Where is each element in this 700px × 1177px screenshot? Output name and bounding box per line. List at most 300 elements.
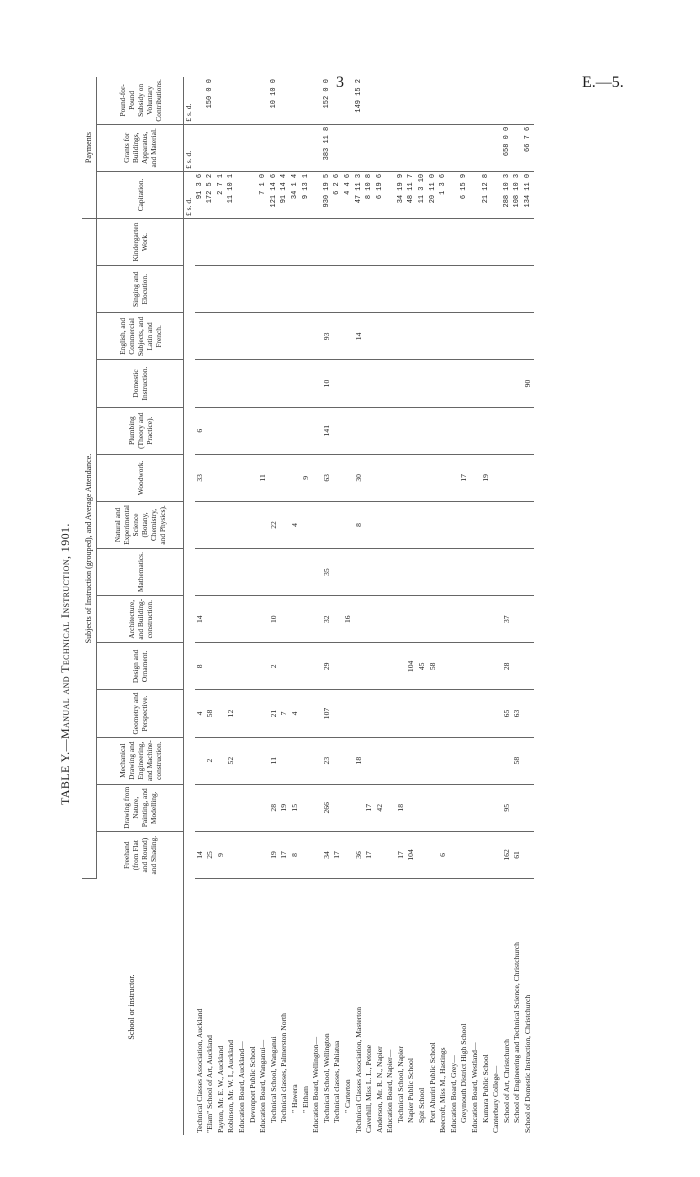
attendance-cell bbox=[301, 266, 312, 313]
attendance-cell bbox=[470, 596, 481, 643]
school-name: Anderson, Mr. R. N., Napier bbox=[374, 1046, 384, 1133]
attendance-cell bbox=[301, 313, 312, 360]
subsidy-cell: 152 0 0 bbox=[322, 77, 333, 124]
attendance-cell bbox=[438, 219, 449, 266]
capitation-cell: 91 3 6 bbox=[195, 171, 206, 218]
school-name: Education Board, Grey— bbox=[448, 1055, 458, 1133]
attendance-cell bbox=[311, 784, 322, 831]
capitation-cell bbox=[311, 171, 322, 218]
attendance-cell bbox=[364, 454, 375, 501]
grant-cell bbox=[301, 124, 312, 171]
attendance-cell: 58 bbox=[512, 737, 523, 784]
table-row bbox=[226, 77, 237, 1135]
attendance-cell bbox=[417, 596, 428, 643]
capitation-cell: 121 14 6 bbox=[269, 171, 280, 218]
attendance-cell bbox=[417, 360, 428, 407]
attendance-cell bbox=[195, 360, 206, 407]
attendance-cell bbox=[216, 690, 227, 737]
attendance-cell bbox=[396, 549, 407, 596]
school-name: " Carterton bbox=[342, 1079, 352, 1113]
school-name: Kumara Public School bbox=[480, 1054, 490, 1123]
attendance-cell bbox=[375, 266, 386, 313]
attendance-cell bbox=[396, 266, 407, 313]
subsidy-cell bbox=[311, 77, 322, 124]
subsidy-cell bbox=[364, 77, 375, 124]
attendance-cell bbox=[279, 454, 290, 501]
grant-cell bbox=[237, 124, 248, 171]
attendance-cell bbox=[470, 643, 481, 690]
attendance-cell bbox=[354, 784, 365, 831]
table-row bbox=[375, 77, 386, 1135]
grant-cell bbox=[290, 124, 301, 171]
attendance-cell bbox=[205, 407, 216, 454]
attendance-cell bbox=[417, 454, 428, 501]
attendance-cell: 58 bbox=[205, 690, 216, 737]
attendance-cell bbox=[205, 266, 216, 313]
attendance-cell bbox=[491, 360, 502, 407]
capitation-cell bbox=[449, 171, 460, 218]
attendance-cell bbox=[438, 549, 449, 596]
attendance-cell bbox=[311, 831, 322, 878]
attendance-cell bbox=[385, 549, 396, 596]
attendance-cell bbox=[237, 454, 248, 501]
attendance-cell bbox=[512, 407, 523, 454]
subsidy-cell bbox=[226, 77, 237, 124]
attendance-cell bbox=[459, 219, 470, 266]
school-name: " Eltham bbox=[300, 1086, 310, 1113]
table-row bbox=[332, 77, 343, 1135]
attendance-cell: 28 bbox=[502, 643, 513, 690]
attendance-cell bbox=[332, 596, 343, 643]
attendance-cell bbox=[459, 501, 470, 548]
attendance-cell bbox=[406, 784, 417, 831]
attendance-cell bbox=[279, 360, 290, 407]
attendance-cell bbox=[417, 501, 428, 548]
attendance-cell bbox=[311, 360, 322, 407]
attendance-cell: 266 bbox=[322, 784, 333, 831]
attendance-cell bbox=[343, 266, 354, 313]
table-row bbox=[216, 77, 227, 1135]
attendance-cell bbox=[502, 360, 513, 407]
attendance-cell: 63 bbox=[322, 454, 333, 501]
subsidy-cell bbox=[406, 77, 417, 124]
attendance-cell: 61 bbox=[512, 831, 523, 878]
attendance-cell: 104 bbox=[406, 643, 417, 690]
school-header: School or instructor. bbox=[82, 879, 184, 1136]
attendance-cell bbox=[279, 549, 290, 596]
capitation-cell bbox=[491, 171, 502, 218]
school-name: Beecroft, Miss M., Hastings bbox=[438, 1047, 448, 1133]
school-name: School of Engineering and Technical Science, Christchurch bbox=[512, 942, 522, 1123]
school-name: Payton, Mr. E. W., Auckland bbox=[215, 1045, 225, 1133]
grant-cell bbox=[385, 124, 396, 171]
school-name: Education Board, Wanganui— bbox=[258, 1039, 268, 1133]
attendance-cell bbox=[470, 313, 481, 360]
subsidy-cell bbox=[417, 77, 428, 124]
rotated-table-container bbox=[58, 75, 638, 1135]
subject-col-header: Freehand (from Flat and Round) and Shading. bbox=[97, 831, 184, 878]
attendance-cell bbox=[470, 737, 481, 784]
table-row bbox=[195, 77, 206, 1135]
attendance-cell: 65 bbox=[502, 690, 513, 737]
attendance-cell bbox=[311, 407, 322, 454]
attendance-cell: 52 bbox=[226, 737, 237, 784]
subject-col-header: Woodwork. bbox=[97, 454, 184, 501]
attendance-cell bbox=[459, 266, 470, 313]
attendance-cell bbox=[332, 219, 343, 266]
table-row bbox=[248, 77, 259, 1135]
attendance-cell bbox=[226, 596, 237, 643]
attendance-cell bbox=[248, 549, 259, 596]
instruction-table bbox=[82, 77, 534, 1135]
attendance-cell bbox=[502, 313, 513, 360]
grant-cell bbox=[459, 124, 470, 171]
attendance-cell bbox=[311, 643, 322, 690]
school-name: Technical School, Wellington bbox=[321, 1033, 331, 1123]
attendance-cell bbox=[301, 360, 312, 407]
attendance-cell bbox=[470, 784, 481, 831]
attendance-cell: 93 bbox=[322, 313, 333, 360]
attendance-cell bbox=[237, 596, 248, 643]
attendance-cell bbox=[459, 549, 470, 596]
attendance-cell bbox=[216, 501, 227, 548]
attendance-cell bbox=[216, 643, 227, 690]
attendance-cell: 29 bbox=[322, 643, 333, 690]
subsidy-cell bbox=[301, 77, 312, 124]
attendance-cell bbox=[375, 454, 386, 501]
attendance-cell bbox=[237, 219, 248, 266]
attendance-cell: 17 bbox=[396, 831, 407, 878]
attendance-cell bbox=[269, 407, 280, 454]
attendance-cell bbox=[248, 407, 259, 454]
subsidy-cell bbox=[290, 77, 301, 124]
grant-cell bbox=[470, 124, 481, 171]
attendance-cell bbox=[226, 643, 237, 690]
attendance-cell: 2 bbox=[205, 737, 216, 784]
attendance-cell bbox=[248, 831, 259, 878]
attendance-cell bbox=[258, 501, 269, 548]
capitation-cell: 91 14 4 bbox=[279, 171, 290, 218]
subsidy-cell bbox=[332, 77, 343, 124]
attendance-cell bbox=[406, 501, 417, 548]
money-units: £ s. d. bbox=[184, 171, 195, 218]
subsidy-cell bbox=[438, 77, 449, 124]
attendance-cell bbox=[396, 219, 407, 266]
table-row bbox=[449, 77, 460, 1135]
table-row bbox=[438, 77, 449, 1135]
attendance-cell: 107 bbox=[322, 690, 333, 737]
attendance-cell bbox=[396, 737, 407, 784]
attendance-cell bbox=[269, 360, 280, 407]
capitation-cell: 34 19 9 bbox=[396, 171, 407, 218]
attendance-cell: 18 bbox=[354, 737, 365, 784]
attendance-cell bbox=[311, 313, 322, 360]
attendance-cell bbox=[428, 690, 439, 737]
attendance-cell: 4 bbox=[290, 501, 301, 548]
attendance-cell bbox=[459, 831, 470, 878]
attendance-cell bbox=[491, 549, 502, 596]
attendance-cell bbox=[481, 831, 492, 878]
attendance-cell bbox=[237, 784, 248, 831]
attendance-cell bbox=[205, 501, 216, 548]
attendance-cell: 17 bbox=[364, 784, 375, 831]
subject-col-header: Domestic Instruction. bbox=[97, 360, 184, 407]
attendance-cell bbox=[481, 313, 492, 360]
attendance-cell: 37 bbox=[502, 596, 513, 643]
attendance-cell: 10 bbox=[322, 360, 333, 407]
attendance-cell bbox=[449, 219, 460, 266]
subsidy-cell bbox=[428, 77, 439, 124]
attendance-cell: 8 bbox=[354, 501, 365, 548]
grant-cell bbox=[491, 124, 502, 171]
attendance-cell bbox=[301, 643, 312, 690]
school-name: Technical classes, Pahiatua bbox=[332, 1040, 342, 1123]
table-row bbox=[385, 77, 396, 1135]
attendance-cell: 21 bbox=[269, 690, 280, 737]
capitation-cell: 48 11 7 bbox=[406, 171, 417, 218]
attendance-cell: 63 bbox=[512, 690, 523, 737]
attendance-cell: 4 bbox=[195, 690, 206, 737]
attendance-cell bbox=[343, 690, 354, 737]
grant-cell bbox=[343, 124, 354, 171]
attendance-cell bbox=[438, 501, 449, 548]
attendance-cell bbox=[375, 596, 386, 643]
capitation-cell bbox=[248, 171, 259, 218]
attendance-cell bbox=[396, 596, 407, 643]
attendance-cell: 34 bbox=[322, 831, 333, 878]
attendance-cell bbox=[417, 219, 428, 266]
attendance-cell: 8 bbox=[195, 643, 206, 690]
school-name: "Elam" School of Art, Auckland bbox=[205, 1035, 215, 1133]
attendance-cell bbox=[406, 219, 417, 266]
school-name: Technical classes, Palmerston North bbox=[279, 1013, 289, 1123]
attendance-cell: 58 bbox=[428, 643, 439, 690]
attendance-cell bbox=[428, 549, 439, 596]
attendance-cell bbox=[226, 831, 237, 878]
attendance-cell bbox=[470, 360, 481, 407]
attendance-cell bbox=[269, 549, 280, 596]
attendance-cell bbox=[248, 737, 259, 784]
table-row bbox=[470, 77, 481, 1135]
school-name: Canterbury College— bbox=[491, 1065, 501, 1133]
attendance-cell bbox=[290, 454, 301, 501]
attendance-cell bbox=[449, 501, 460, 548]
attendance-cell bbox=[523, 266, 534, 313]
attendance-cell bbox=[428, 737, 439, 784]
attendance-cell bbox=[364, 266, 375, 313]
attendance-cell bbox=[258, 360, 269, 407]
table-row bbox=[237, 77, 248, 1135]
attendance-cell bbox=[449, 737, 460, 784]
attendance-cell: 16 bbox=[343, 596, 354, 643]
attendance-cell bbox=[195, 784, 206, 831]
attendance-cell bbox=[311, 549, 322, 596]
attendance-cell bbox=[216, 219, 227, 266]
attendance-cell bbox=[290, 549, 301, 596]
attendance-cell bbox=[417, 737, 428, 784]
subsidy-cell bbox=[491, 77, 502, 124]
attendance-cell bbox=[481, 737, 492, 784]
capitation-cell: 9 13 1 bbox=[301, 171, 312, 218]
subsidy-cell bbox=[343, 77, 354, 124]
school-name: School of Art, Christchurch bbox=[501, 1039, 511, 1123]
table-row bbox=[417, 77, 428, 1135]
subject-col-header: Mathematics. bbox=[97, 549, 184, 596]
attendance-cell bbox=[385, 219, 396, 266]
subsidy-cell bbox=[459, 77, 470, 124]
attendance-cell bbox=[269, 219, 280, 266]
attendance-cell bbox=[279, 737, 290, 784]
paper-code: E.—5. bbox=[582, 74, 624, 91]
attendance-cell bbox=[449, 549, 460, 596]
grant-cell bbox=[396, 124, 407, 171]
attendance-cell bbox=[396, 690, 407, 737]
attendance-cell bbox=[279, 501, 290, 548]
attendance-cell: 15 bbox=[290, 784, 301, 831]
attendance-cell bbox=[512, 596, 523, 643]
school-name: Technical School, Napier bbox=[395, 1046, 405, 1123]
attendance-cell bbox=[512, 219, 523, 266]
attendance-cell bbox=[512, 784, 523, 831]
capitation-cell: 2 7 1 bbox=[216, 171, 227, 218]
attendance-cell bbox=[364, 643, 375, 690]
attendance-cell bbox=[523, 454, 534, 501]
attendance-cell bbox=[237, 407, 248, 454]
table-row bbox=[301, 77, 312, 1135]
attendance-cell bbox=[523, 784, 534, 831]
attendance-cell bbox=[438, 454, 449, 501]
attendance-cell bbox=[375, 313, 386, 360]
attendance-cell: 14 bbox=[195, 596, 206, 643]
subsidy-cell bbox=[258, 77, 269, 124]
attendance-cell bbox=[279, 266, 290, 313]
attendance-cell bbox=[470, 501, 481, 548]
attendance-cell bbox=[311, 690, 322, 737]
attendance-cell bbox=[491, 501, 502, 548]
attendance-cell: 14 bbox=[195, 831, 206, 878]
attendance-cell bbox=[375, 831, 386, 878]
attendance-cell bbox=[195, 501, 206, 548]
attendance-cell bbox=[248, 501, 259, 548]
attendance-cell: 90 bbox=[523, 360, 534, 407]
subject-col-header: Architecture, and Building-construction. bbox=[97, 596, 184, 643]
attendance-cell bbox=[449, 407, 460, 454]
capitation-cell: 8 10 8 bbox=[364, 171, 375, 218]
attendance-cell bbox=[290, 596, 301, 643]
table-row bbox=[311, 77, 322, 1135]
grant-cell bbox=[375, 124, 386, 171]
grant-cell bbox=[364, 124, 375, 171]
attendance-cell bbox=[205, 454, 216, 501]
attendance-cell bbox=[237, 643, 248, 690]
attendance-cell: 11 bbox=[269, 737, 280, 784]
attendance-cell bbox=[375, 360, 386, 407]
attendance-cell bbox=[279, 219, 290, 266]
school-name: Greymouth District High School bbox=[459, 1023, 469, 1123]
attendance-cell bbox=[502, 266, 513, 313]
attendance-cell bbox=[226, 501, 237, 548]
attendance-cell: 18 bbox=[396, 784, 407, 831]
attendance-cell bbox=[512, 643, 523, 690]
attendance-cell bbox=[491, 831, 502, 878]
attendance-cell bbox=[301, 501, 312, 548]
attendance-cell bbox=[226, 313, 237, 360]
attendance-cell bbox=[470, 407, 481, 454]
attendance-cell bbox=[343, 219, 354, 266]
attendance-cell bbox=[481, 266, 492, 313]
attendance-cell bbox=[406, 454, 417, 501]
subsidy-cell bbox=[523, 77, 534, 124]
attendance-cell: 28 bbox=[269, 784, 280, 831]
attendance-cell bbox=[406, 596, 417, 643]
attendance-cell bbox=[343, 501, 354, 548]
attendance-cell bbox=[428, 313, 439, 360]
attendance-cell: 45 bbox=[417, 643, 428, 690]
grant-cell bbox=[332, 124, 343, 171]
attendance-cell: 17 bbox=[279, 831, 290, 878]
attendance-cell bbox=[364, 690, 375, 737]
school-name: Technical School, Wanganui bbox=[268, 1036, 278, 1123]
attendance-cell bbox=[332, 360, 343, 407]
attendance-cell bbox=[343, 407, 354, 454]
attendance-cell bbox=[290, 360, 301, 407]
attendance-cell bbox=[322, 266, 333, 313]
attendance-cell bbox=[491, 407, 502, 454]
unit-row-spacer bbox=[184, 219, 195, 1135]
capitation-cell bbox=[470, 171, 481, 218]
attendance-cell bbox=[375, 549, 386, 596]
attendance-cell bbox=[459, 784, 470, 831]
attendance-cell bbox=[322, 219, 333, 266]
attendance-cell bbox=[470, 266, 481, 313]
attendance-cell bbox=[375, 501, 386, 548]
attendance-cell bbox=[406, 266, 417, 313]
attendance-cell bbox=[375, 407, 386, 454]
attendance-cell bbox=[491, 784, 502, 831]
attendance-cell bbox=[195, 313, 206, 360]
attendance-cell bbox=[248, 360, 259, 407]
attendance-cell: 162 bbox=[502, 831, 513, 878]
grant-cell bbox=[406, 124, 417, 171]
attendance-cell bbox=[258, 784, 269, 831]
attendance-cell: 33 bbox=[195, 454, 206, 501]
attendance-cell bbox=[216, 784, 227, 831]
attendance-cell bbox=[195, 266, 206, 313]
attendance-cell bbox=[481, 407, 492, 454]
subject-col-header: Singing and Elocution. bbox=[97, 266, 184, 313]
attendance-cell bbox=[491, 266, 502, 313]
school-name: " Hawera bbox=[289, 1084, 299, 1113]
subsidy-cell: 150 0 0 bbox=[205, 77, 216, 124]
grant-cell bbox=[311, 124, 322, 171]
attendance-cell bbox=[226, 219, 237, 266]
table-row bbox=[205, 77, 216, 1135]
attendance-cell: 7 bbox=[279, 690, 290, 737]
subsidy-cell bbox=[279, 77, 290, 124]
attendance-cell bbox=[364, 501, 375, 548]
attendance-cell bbox=[428, 784, 439, 831]
attendance-cell bbox=[385, 454, 396, 501]
attendance-cell bbox=[459, 596, 470, 643]
grant-cell bbox=[438, 124, 449, 171]
attendance-cell bbox=[459, 737, 470, 784]
subject-col-header: Plumbing (Theory and Practice). bbox=[97, 407, 184, 454]
attendance-cell bbox=[290, 407, 301, 454]
table-title-text: Manual and Technical Instruction, 1901. bbox=[58, 523, 72, 740]
attendance-cell bbox=[512, 454, 523, 501]
attendance-cell bbox=[502, 454, 513, 501]
attendance-cell bbox=[205, 360, 216, 407]
